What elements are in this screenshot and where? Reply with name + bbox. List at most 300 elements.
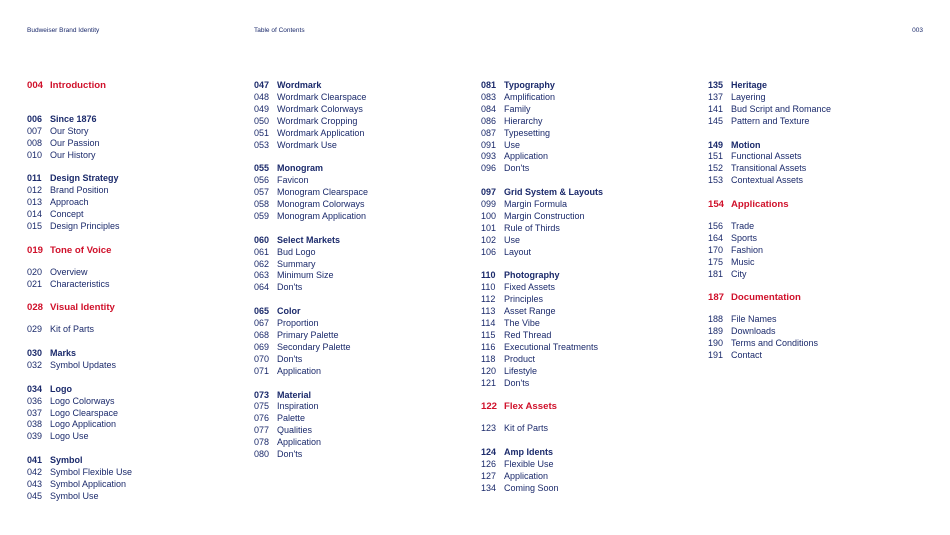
toc-entry[interactable]	[481, 282, 691, 294]
toc-label: Approach	[50, 197, 89, 208]
toc-label: Wordmark Application	[277, 127, 365, 138]
toc-entry[interactable]	[27, 209, 237, 221]
toc-page-number: 071	[254, 365, 270, 376]
toc-label: Functional Assets	[731, 151, 802, 162]
toc-heading[interactable]	[708, 80, 918, 92]
toc-label: Our Story	[50, 125, 89, 136]
toc-label: Color	[277, 306, 301, 317]
toc-label: City	[731, 268, 747, 279]
toc-column-3	[481, 80, 691, 495]
toc-page-number: 006	[27, 113, 43, 124]
toc-entry[interactable]	[708, 163, 918, 175]
toc-label: Logo Colorways	[50, 395, 115, 406]
toc-page-number: 037	[27, 407, 43, 418]
toc-entry[interactable]	[27, 267, 237, 279]
toc-entry[interactable]	[254, 259, 464, 271]
toc-label: Photography	[504, 270, 560, 281]
toc-entry[interactable]	[27, 197, 237, 209]
toc-entry[interactable]	[27, 360, 237, 372]
toc-page-number: 114	[481, 318, 496, 329]
toc-column-1	[27, 80, 237, 503]
toc-label: Coming Soon	[504, 482, 559, 493]
toc-entry[interactable]	[481, 459, 691, 471]
toc-label: Tone of Voice	[50, 244, 112, 256]
toc-page-number: 091	[481, 139, 497, 150]
toc-page-number: 127	[481, 470, 497, 481]
toc-page-number: 087	[481, 127, 497, 138]
toc-label: Fixed Assets	[504, 282, 556, 293]
toc-label: Brand Position	[50, 185, 109, 196]
toc-page-number: 013	[27, 197, 43, 208]
toc-page-number: 106	[481, 246, 497, 257]
toc-label: Lifestyle	[504, 365, 538, 376]
toc-page-number: 118	[481, 353, 496, 364]
toc-page-number: 015	[27, 220, 43, 231]
toc-entry[interactable]	[708, 245, 918, 257]
toc-label: Wordmark	[277, 80, 322, 90]
toc-page-number: 047	[254, 80, 270, 90]
toc-page-number: 101	[481, 222, 497, 233]
toc-entry[interactable]	[481, 104, 691, 116]
toc-entry[interactable]	[708, 116, 918, 128]
toc-label: Kit of Parts	[50, 324, 95, 335]
toc-entry[interactable]	[254, 247, 464, 259]
toc-heading[interactable]	[27, 173, 237, 185]
toc-label: Wordmark Use	[277, 139, 337, 150]
toc-label: Monogram Colorways	[277, 199, 365, 210]
toc-page-number: 073	[254, 389, 270, 400]
toc-label: Marks	[50, 348, 77, 359]
toc-label: Palette	[277, 413, 306, 424]
toc-page-number: 039	[27, 431, 43, 442]
toc-heading[interactable]	[254, 235, 464, 247]
toc-entry[interactable]	[708, 233, 918, 245]
toc-page-number: 187	[708, 292, 725, 304]
toc-entry[interactable]	[481, 471, 691, 483]
toc-label: Kit of Parts	[504, 423, 549, 434]
toc-label: Application	[277, 437, 322, 448]
toc-entry[interactable]	[254, 116, 464, 128]
toc-entry[interactable]	[254, 128, 464, 140]
toc-label: Logo Clearspace	[50, 407, 119, 418]
toc-column-2	[254, 80, 464, 461]
toc-page-number: 076	[254, 413, 270, 424]
toc-label: Documentation	[731, 292, 801, 304]
toc-label: Introduction	[50, 80, 106, 91]
toc-label: Monogram	[277, 163, 323, 174]
toc-page-number: 057	[254, 187, 270, 198]
toc-entry[interactable]	[27, 138, 237, 150]
toc-label: Typography	[504, 80, 555, 90]
toc-label: Design Strategy	[50, 173, 119, 184]
toc-label: Rule of Thirds	[504, 222, 560, 233]
toc-page-number: 014	[27, 209, 43, 220]
toc-label: Application	[504, 470, 549, 481]
toc-section-heading[interactable]	[481, 401, 691, 413]
toc-heading[interactable]	[27, 348, 237, 360]
toc-page-number: 152	[708, 163, 724, 174]
toc-entry[interactable]	[708, 221, 918, 233]
toc-page-number: 153	[708, 175, 724, 186]
toc-section-heading[interactable]	[708, 199, 918, 211]
toc-page-number: 062	[254, 258, 270, 269]
toc-page-number: 049	[254, 103, 270, 114]
toc-page-number: 080	[254, 449, 270, 460]
toc-label: Primary Palette	[277, 329, 339, 340]
toc-entry[interactable]	[27, 185, 237, 197]
toc-entry[interactable]	[708, 314, 918, 326]
toc-entry[interactable]	[27, 431, 237, 443]
toc-label: Margin Construction	[504, 210, 585, 221]
toc-page-number: 077	[254, 425, 270, 436]
toc-label: Amp Idents	[504, 447, 554, 458]
toc-page-number: 032	[27, 359, 43, 370]
toc-label: Application	[277, 365, 322, 376]
toc-page-number: 112	[481, 294, 496, 305]
toc-page-number: 063	[254, 270, 270, 281]
toc-page-number: 115	[481, 330, 496, 340]
toc-label: Favicon	[277, 175, 309, 186]
toc-page-number: 141	[708, 103, 724, 114]
toc-page-number: 110	[481, 270, 496, 281]
toc-label: Application	[504, 151, 549, 162]
toc-page-number: 029	[27, 324, 43, 335]
toc-label: Visual Identity	[50, 302, 115, 314]
toc-label: Proportion	[277, 318, 319, 329]
toc-entry[interactable]	[27, 396, 237, 408]
toc-page-number: 096	[481, 163, 497, 174]
toc-heading[interactable]	[254, 163, 464, 175]
toc-label: Don'ts	[277, 353, 303, 364]
toc-entry[interactable]	[481, 247, 691, 259]
toc-label: Symbol	[50, 455, 83, 466]
toc-page-number: 053	[254, 139, 270, 150]
toc-label: Monogram Application	[277, 210, 367, 221]
toc-entry[interactable]	[27, 467, 237, 479]
toc-entry[interactable]	[481, 223, 691, 235]
toc-label: Wordmark Colorways	[277, 103, 363, 114]
toc-entry[interactable]	[27, 126, 237, 138]
toc-entry[interactable]	[481, 294, 691, 306]
toc-label: The Vibe	[504, 318, 540, 329]
toc-label: Use	[504, 139, 521, 150]
toc-page-number: 093	[481, 151, 497, 162]
toc-heading[interactable]	[27, 455, 237, 467]
toc-entry[interactable]	[27, 221, 237, 233]
toc-page-number: 075	[254, 401, 270, 412]
toc-entry[interactable]	[27, 279, 237, 291]
toc-label: Asset Range	[504, 306, 556, 317]
toc-label: Amplification	[504, 91, 556, 102]
toc-entry[interactable]	[27, 408, 237, 420]
toc-label: Hierarchy	[504, 115, 543, 126]
toc-page-number: 068	[254, 329, 270, 340]
toc-page-number: 060	[254, 234, 270, 245]
toc-label: Select Markets	[277, 234, 341, 245]
toc-entry[interactable]	[708, 104, 918, 116]
toc-page-number: 065	[254, 306, 270, 317]
toc-page-number: 081	[481, 80, 497, 90]
toc-label: Contextual Assets	[731, 175, 804, 186]
toc-page-number: 043	[27, 478, 43, 489]
toc-label: Material	[277, 389, 312, 400]
toc-label: Logo	[50, 383, 72, 394]
toc-label: Product	[504, 353, 536, 364]
toc-label: Layering	[731, 91, 766, 102]
toc-entry[interactable]	[254, 104, 464, 116]
toc-page-number: 188	[708, 314, 724, 325]
toc-entry[interactable]	[254, 175, 464, 187]
toc-section-heading[interactable]	[27, 80, 237, 92]
toc-entry[interactable]	[481, 116, 691, 128]
toc-page-number: 135	[708, 80, 724, 90]
toc-label: Our History	[50, 149, 96, 160]
toc-label: Typesetting	[504, 127, 551, 138]
toc-page-number: 064	[254, 282, 270, 293]
toc-page-number: 050	[254, 115, 270, 126]
toc-page-number: 041	[27, 455, 43, 466]
toc-entry[interactable]	[254, 366, 464, 378]
toc-entry[interactable]	[254, 449, 464, 461]
toc-section-heading[interactable]	[27, 302, 237, 314]
toc-entry[interactable]	[27, 479, 237, 491]
toc-entry[interactable]	[254, 187, 464, 199]
toc-heading[interactable]	[481, 270, 691, 282]
toc-entry[interactable]	[254, 318, 464, 330]
toc-entry[interactable]	[481, 306, 691, 318]
toc-entry[interactable]	[708, 350, 918, 362]
toc-page-number: 170	[708, 244, 724, 255]
toc-entry[interactable]	[254, 199, 464, 211]
toc-page-number: 175	[708, 256, 724, 267]
toc-label: Symbol Use	[50, 490, 99, 501]
toc-page-number: 116	[481, 341, 496, 352]
toc-label: Wordmark Clearspace	[277, 91, 367, 102]
toc-page-number: 083	[481, 91, 497, 102]
toc-page-number: 156	[708, 220, 724, 231]
toc-page-number: 008	[27, 137, 43, 148]
toc-page-number: 149	[708, 139, 724, 150]
toc-label: Symbol Flexible Use	[50, 467, 133, 478]
toc-page-number: 019	[27, 244, 44, 256]
toc-label: Layout	[504, 246, 532, 257]
toc-entry[interactable]	[481, 211, 691, 223]
toc-entry[interactable]	[254, 354, 464, 366]
toc-heading[interactable]	[254, 390, 464, 402]
toc-label: Don'ts	[277, 282, 303, 293]
toc-heading[interactable]	[254, 80, 464, 92]
toc-entry[interactable]	[481, 330, 691, 342]
toc-label: Margin Formula	[504, 199, 568, 210]
toc-entry[interactable]	[708, 92, 918, 104]
toc-label: Flex Assets	[504, 401, 557, 413]
toc-entry[interactable]	[254, 140, 464, 152]
toc-entry[interactable]	[481, 199, 691, 211]
toc-entry[interactable]	[481, 235, 691, 247]
toc-page-number: 122	[481, 401, 498, 413]
toc-entry[interactable]	[254, 342, 464, 354]
toc-page-number: 191	[708, 349, 724, 360]
toc-entry[interactable]	[708, 326, 918, 338]
toc-label: Symbol Updates	[50, 359, 117, 370]
toc-page-number: 151	[708, 151, 724, 162]
toc-label: Motion	[731, 139, 761, 150]
toc-page-number: 189	[708, 326, 724, 337]
toc-page-number: 126	[481, 459, 497, 470]
toc-page-number: 086	[481, 115, 497, 126]
toc-page-number: 100	[481, 210, 497, 221]
toc-heading[interactable]	[481, 187, 691, 199]
toc-heading[interactable]	[481, 80, 691, 92]
toc-label: Secondary Palette	[277, 341, 351, 352]
toc-entry[interactable]	[481, 483, 691, 495]
toc-page-number: 020	[27, 266, 43, 277]
toc-page-number: 069	[254, 341, 270, 352]
toc-entry[interactable]	[254, 425, 464, 437]
toc-label: Don'ts	[504, 377, 530, 388]
toc-entry[interactable]	[254, 270, 464, 282]
toc-label: Concept	[50, 209, 84, 220]
toc-heading[interactable]	[27, 384, 237, 396]
toc-page-number: 123	[481, 423, 497, 434]
toc-label: Contact	[731, 349, 763, 360]
toc-page-number: 059	[254, 210, 270, 221]
toc-label: Monogram Clearspace	[277, 187, 369, 198]
toc-label: Family	[504, 103, 531, 114]
toc-entry[interactable]	[481, 366, 691, 378]
toc-entry[interactable]	[481, 128, 691, 140]
toc-label: Don'ts	[504, 163, 530, 174]
toc-page-number: 070	[254, 353, 270, 364]
toc-page-number: 056	[254, 175, 270, 186]
toc-page-number: 102	[481, 234, 497, 245]
toc-page-number: 011	[27, 173, 42, 184]
toc-label: Overview	[50, 266, 88, 277]
toc-page-number: 078	[254, 437, 270, 448]
toc-label: Grid System & Layouts	[504, 187, 604, 198]
toc-entry[interactable]	[481, 378, 691, 390]
toc-label: Inspiration	[277, 401, 319, 412]
toc-heading[interactable]	[254, 306, 464, 318]
toc-label: Red Thread	[504, 330, 552, 340]
toc-page-number: 097	[481, 187, 497, 198]
toc-entry[interactable]	[481, 423, 691, 435]
toc-page-number: 048	[254, 91, 270, 102]
toc-page-number: 134	[481, 482, 497, 493]
toc-page-number: 113	[481, 306, 496, 317]
toc-label: Summary	[277, 258, 316, 269]
toc-entry[interactable]	[254, 413, 464, 425]
toc-page-number: 012	[27, 185, 43, 196]
toc-page-number: 061	[254, 246, 270, 257]
toc-label: Logo Application	[50, 419, 117, 430]
page-section-title: Table of Contents	[254, 27, 305, 34]
toc-page-number: 137	[708, 91, 724, 102]
page-number: 003	[912, 27, 923, 34]
toc-entry[interactable]	[254, 211, 464, 223]
toc-page-number: 030	[27, 348, 43, 359]
toc-entry[interactable]	[254, 401, 464, 413]
toc-page-number: 051	[254, 127, 270, 138]
toc-entry[interactable]	[481, 92, 691, 104]
toc-label: Bud Logo	[277, 246, 316, 257]
toc-label: Executional Treatments	[504, 341, 599, 352]
toc-heading[interactable]	[481, 447, 691, 459]
toc-entry[interactable]	[254, 330, 464, 342]
toc-page-number: 021	[27, 278, 43, 289]
toc-page-number: 036	[27, 395, 43, 406]
toc-page-number: 058	[254, 199, 270, 210]
toc-page-number: 181	[708, 268, 724, 279]
toc-entry[interactable]	[481, 342, 691, 354]
document-title: Budweiser Brand Identity	[27, 27, 100, 34]
toc-label: Design Principles	[50, 220, 120, 231]
toc-page-number: 045	[27, 490, 43, 501]
toc-entry[interactable]	[254, 282, 464, 294]
toc-label: Use	[504, 234, 521, 245]
toc-page-number: 034	[27, 383, 43, 394]
toc-section-heading[interactable]	[708, 292, 918, 304]
toc-entry[interactable]	[481, 140, 691, 152]
toc-page-number: 067	[254, 318, 270, 329]
toc-label: Heritage	[731, 80, 768, 90]
toc-entry[interactable]	[481, 354, 691, 366]
toc-entry[interactable]	[254, 437, 464, 449]
toc-heading[interactable]	[708, 140, 918, 152]
toc-page-number: 154	[708, 199, 725, 211]
toc-entry[interactable]	[708, 269, 918, 281]
toc-label: Transitional Assets	[731, 163, 807, 174]
toc-page-number: 084	[481, 103, 497, 114]
toc-entry[interactable]	[27, 324, 237, 336]
toc-heading[interactable]	[27, 114, 237, 126]
toc-column-4	[708, 80, 918, 362]
toc-section-heading[interactable]	[27, 245, 237, 257]
toc-label: Music	[731, 256, 755, 267]
toc-page-number: 121	[481, 377, 497, 388]
toc-label: Bud Script and Romance	[731, 103, 832, 114]
toc-entry[interactable]	[708, 175, 918, 187]
toc-entry[interactable]	[27, 150, 237, 162]
toc-label: Downloads	[731, 326, 776, 337]
toc-entry[interactable]	[27, 419, 237, 431]
toc-label: Pattern and Texture	[731, 115, 810, 126]
toc-entry[interactable]	[254, 92, 464, 104]
toc-label: Sports	[731, 232, 758, 243]
toc-entry[interactable]	[27, 491, 237, 503]
toc-entry[interactable]	[708, 338, 918, 350]
toc-label: Qualities	[277, 425, 313, 436]
toc-entry[interactable]	[481, 163, 691, 175]
toc-label: Fashion	[731, 244, 764, 255]
toc-page-number: 190	[708, 338, 724, 349]
toc-page-number: 164	[708, 232, 724, 243]
toc-entry[interactable]	[708, 257, 918, 269]
toc-label: Trade	[731, 220, 755, 231]
toc-entry[interactable]	[708, 151, 918, 163]
toc-page-number: 028	[27, 302, 44, 314]
toc-label: Our Passion	[50, 137, 100, 148]
toc-page-number: 145	[708, 115, 724, 126]
toc-page-number: 010	[27, 149, 43, 160]
toc-label: File Names	[731, 314, 777, 325]
toc-page-number: 038	[27, 419, 43, 430]
toc-entry[interactable]	[481, 151, 691, 163]
toc-page-number: 007	[27, 125, 43, 136]
toc-page-number: 110	[481, 282, 496, 293]
toc-page-number: 042	[27, 467, 43, 478]
toc-entry[interactable]	[481, 318, 691, 330]
